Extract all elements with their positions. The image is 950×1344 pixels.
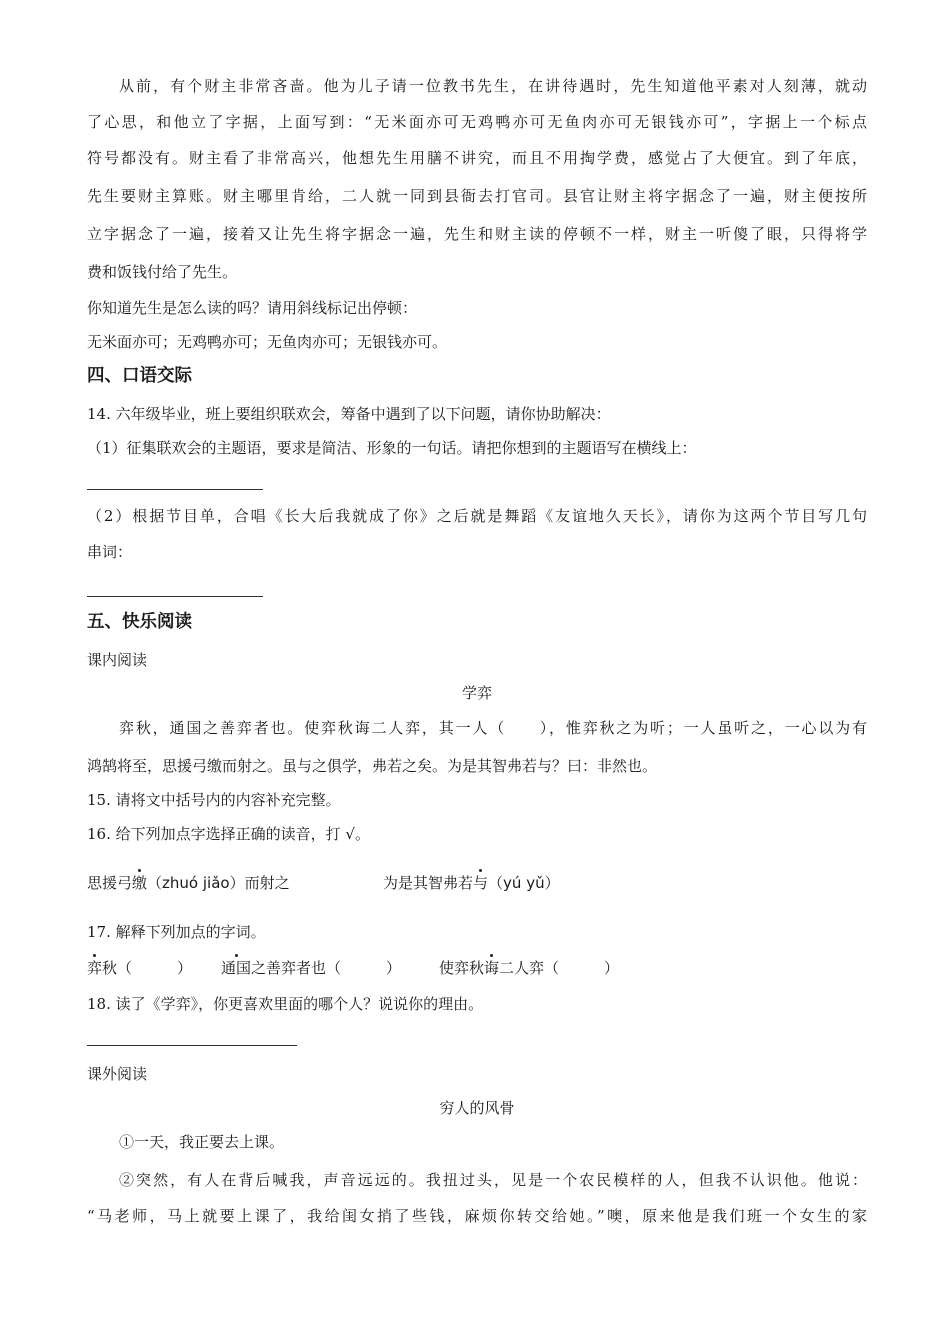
q14-2-answer-blank[interactable] xyxy=(87,596,263,597)
passage-title-xueyi: 学弈 xyxy=(461,684,492,702)
q15-text: 15. 请将文中括号内的内容补充完整。 xyxy=(87,791,341,809)
story-line-3: 符号都没有。财主看了非常高兴，他想先生用膳不讲究，而且不用掏学费，感觉占了大便宜。到了年底， xyxy=(87,149,867,167)
passage-line-1: 弈秋，通国之善弈者也。使弈秋诲二人弈，其一人（ ），惟弈秋之为听；一人虽听之，一心以为有 xyxy=(119,719,867,737)
story-line-1: 从前，有个财主非常吝啬。他为儿子请一位教书先生，在讲待遇时，先生知道他平素对人刻薄，就动 xyxy=(119,77,867,95)
story-line-5: 立字据念了一遍，接着又让先生将字据念一遍，先生和财主读的停顿不一样，财主一听傻了眼，只得将学 xyxy=(87,225,867,243)
pinyin-options[interactable]: zhuó jiǎo xyxy=(162,874,230,892)
passage-line-2: 鸿鹄将至，思援弓缴而射之。虽与之俱学，弗若之矣。为是其智弗若与？曰：非然也。 xyxy=(87,757,658,775)
q17-item-3[interactable]: 使弈秋诲二人弈（ ） xyxy=(439,959,620,977)
q14-text: 14. 六年级毕业，班上要组织联欢会，筹备中遇到了以下问题，请你协助解决： xyxy=(87,405,611,423)
q17-text: 17. 解释下列加点的字词。 xyxy=(87,923,266,941)
passage2-para-2-line-1: ②突然，有人在背后喊我，声音远远的。我扭过头，见是一个农民模样的人，但我不认识他。他说： xyxy=(119,1171,867,1189)
section4-heading: 四、口语交际 xyxy=(87,366,192,386)
story-question: 你知道先生是怎么读的吗？请用斜线标记出停顿： xyxy=(87,299,418,317)
q14-2-text-cont: 串词： xyxy=(87,543,133,561)
q14-1-text: （1）征集联欢会的主题语，要求是简洁、形象的一句话。请把你想到的主题语写在横线上： xyxy=(87,439,697,457)
pinyin-options[interactable]: yú yǔ xyxy=(503,874,545,892)
q16-item-1: 思援弓缴（zhuó jiǎo）而射之 xyxy=(87,874,290,892)
story-line-4: 先生要财主算账。财主哪里肯给，二人就一同到县衙去打官司。县官让财主将字据念了一遍，财主便按所 xyxy=(87,187,867,205)
dotted-char: 与 xyxy=(473,874,489,892)
dotted-word: 通国 xyxy=(221,959,252,977)
dotted-char: 缴 xyxy=(132,874,148,892)
q18-text: 18. 读了《学弈》，你更喜欢里面的哪个人？说说你的理由。 xyxy=(87,995,484,1013)
q17-item-2[interactable]: 通国之善弈者也（ ） xyxy=(221,959,402,977)
q18-answer-blank[interactable] xyxy=(87,1045,297,1046)
q14-2-text: （2）根据节目单，合唱《长大后我就成了你》之后就是舞蹈《友谊地久天长》，请你为这两个节目写几句 xyxy=(87,507,867,525)
q16-text: 16. 给下列加点字选择正确的读音，打 √。 xyxy=(87,825,370,843)
story-answer-line[interactable]: 无米面亦可；无鸡鸭亦可；无鱼肉亦可；无银钱亦可。 xyxy=(87,333,448,351)
q16-item-2: 为是其智弗若与（yú yǔ） xyxy=(383,874,560,892)
outclass-reading-label: 课外阅读 xyxy=(87,1065,148,1083)
passage2-title: 穷人的风骨 xyxy=(439,1099,515,1117)
passage2-para-2-line-2: “马老师，马上就要上课了，我给闺女捎了些钱，麻烦你转交给她。”噢，原来他是我们班一个女生的家 xyxy=(87,1207,867,1225)
dotted-char: 诲 xyxy=(484,959,500,977)
section5-heading: 五、快乐阅读 xyxy=(87,612,192,632)
dotted-char: 弈 xyxy=(87,959,103,977)
q14-1-answer-blank[interactable] xyxy=(87,489,263,490)
story-line-2: 了心思，和他立了字据，上面写到：“无米面亦可无鸡鸭亦可无鱼肉亦可无银钱亦可”，字据上一个标点 xyxy=(87,113,867,131)
story-line-6: 费和饭钱付给了先生。 xyxy=(87,263,238,281)
passage2-para-1: ①一天，我正要去上课。 xyxy=(119,1133,285,1151)
inclass-reading-label: 课内阅读 xyxy=(87,651,148,669)
q17-item-1[interactable]: 弈秋（ ） xyxy=(87,959,193,977)
